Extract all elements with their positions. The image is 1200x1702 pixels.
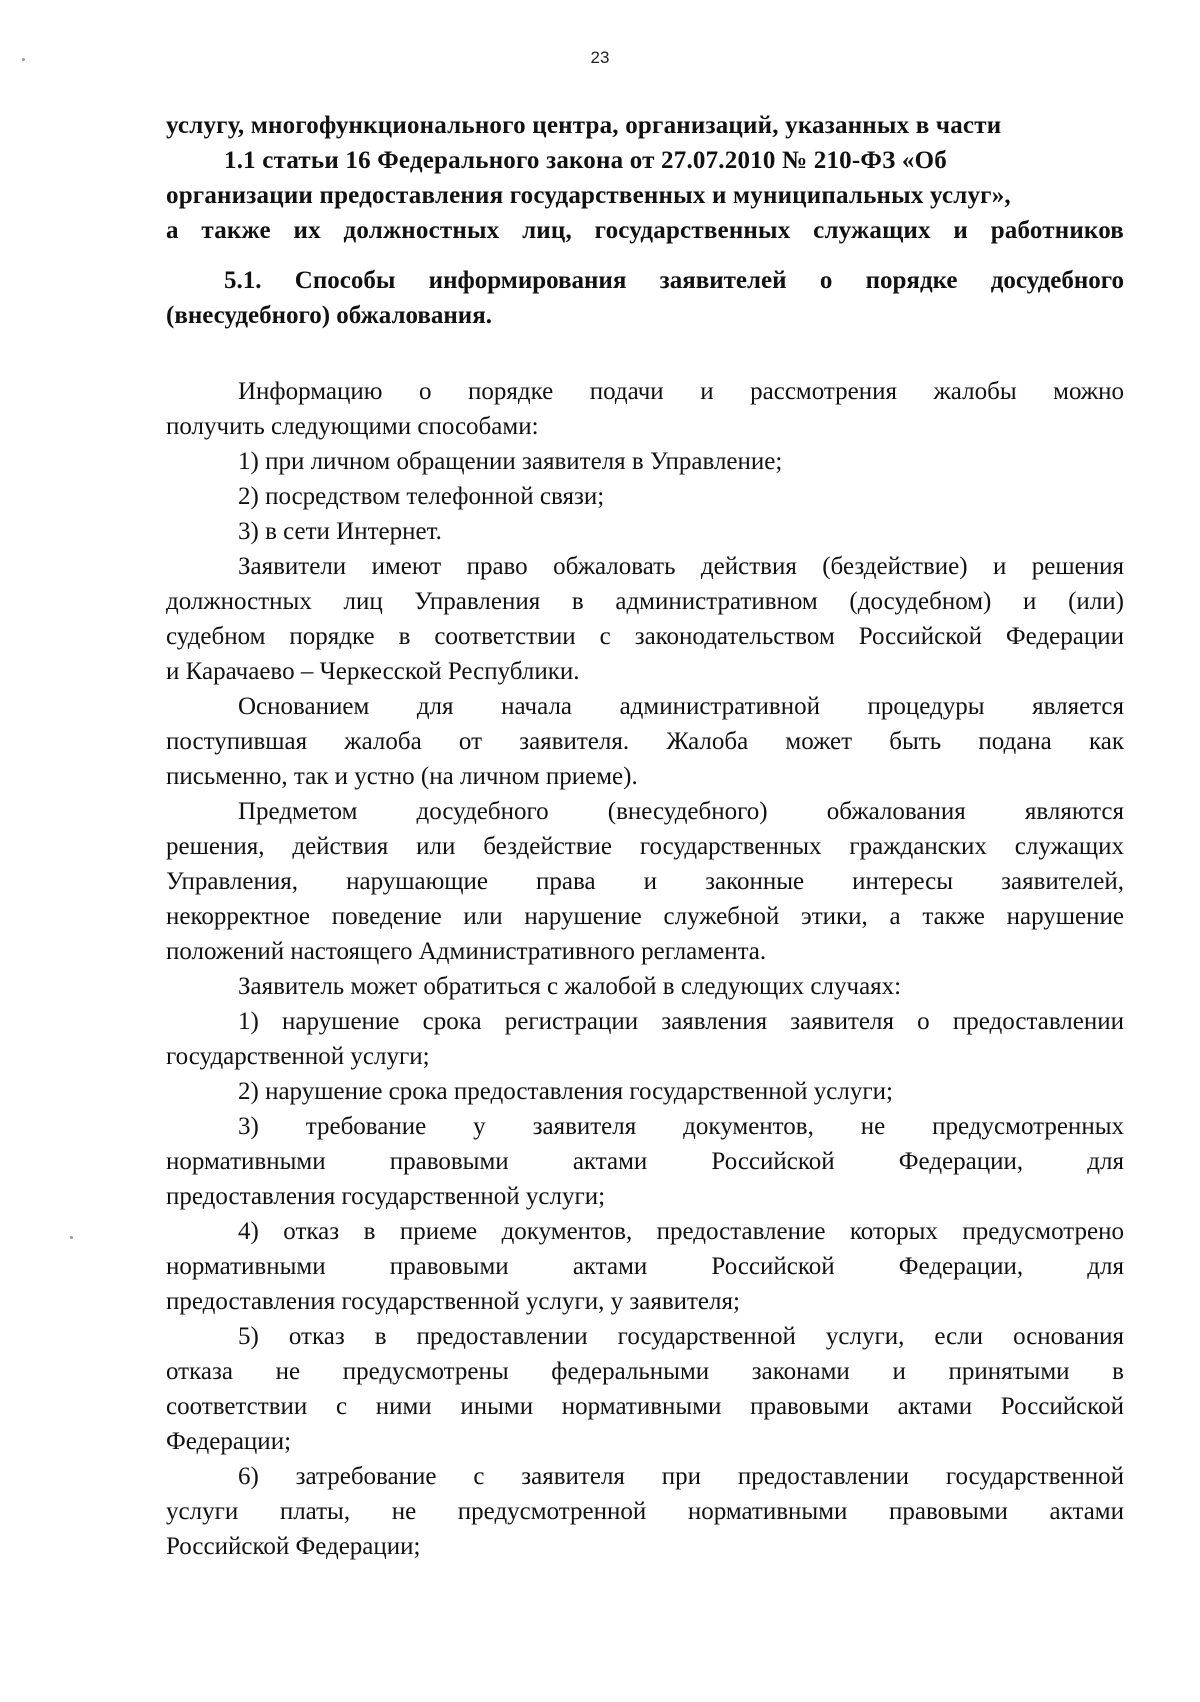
paragraph [166,689,1124,794]
text-line: предоставления государственной услуги, у заявителя; [166,1288,740,1315]
text-line: 5) отказ в предоставлении государственной услуги, если основания [238,1323,1124,1350]
heading-line: а также их должностных лиц, государственных служащих и работников [166,217,1124,244]
scan-speck [22,58,25,61]
text-line: Основанием для начала административной процедуры является [238,693,1124,720]
paragraph [166,549,1124,689]
paragraph [166,969,1124,1004]
body-text [166,374,1124,1564]
list-item [166,514,1124,549]
text-line: получить следующими способами: [166,413,539,440]
text-line: Заявитель может обратиться с жалобой в следующих случаях: [238,973,902,1000]
section-title-line: 5.1. Способы информирования заявителей о порядке досудебного [224,267,1124,294]
text-line: Российской Федерации; [166,1533,421,1560]
text-line: предоставления государственной услуги; [166,1183,606,1210]
text-line: услуги платы, не предусмотренной нормативными правовыми актами [166,1498,1124,1525]
section-title-line: (внесудебного) обжалования. [166,302,492,329]
list-item [166,1109,1124,1214]
heading-line: услугу, многофункционального центра, организаций, указанных в части [166,112,1002,139]
text-line: 1) нарушение срока регистрации заявления заявителя о предоставлении [238,1008,1124,1035]
list-item [166,444,1124,479]
paragraph [166,374,1124,444]
text-line: и Карачаево – Черкесской Республики. [166,658,580,685]
text-line: нормативными правовыми актами Российской Федерации, для [166,1253,1124,1280]
heading-line: 1.1 статьи 16 Федерального закона от 27.07.2010 № 210-ФЗ «Об [224,147,947,174]
page-number: 23 [590,48,610,67]
list-item [166,479,1124,514]
list-item [166,1004,1124,1074]
text-line: письменно, так и устно (на личном приеме). [166,763,638,790]
text-line: решения, действия или бездействие государственных гражданских служащих [166,833,1124,860]
text-line: судебном порядке в соответствии с законодательством Российской Федерации [166,623,1124,650]
paragraph [166,794,1124,969]
heading-line: организации предоставления государственных и муниципальных услуг», [166,182,1011,209]
text-line: Федерации; [166,1428,292,1455]
text-line: Информацию о порядке подачи и рассмотрения жалобы можно [238,378,1124,405]
text-line: 2) нарушение срока предоставления государственной услуги; [238,1078,893,1105]
text-line: положений настоящего Административного регламента. [166,938,767,965]
text-line: соответствии с ними иными нормативными правовыми актами Российской [166,1393,1124,1420]
text-line: государственной услуги; [166,1043,430,1070]
text-line: некорректное поведение или нарушение служебной этики, а также нарушение [166,903,1124,930]
text-line: 1) при личном обращении заявителя в Управление; [238,448,783,475]
text-line: поступившая жалоба от заявителя. Жалоба может быть подана как [166,728,1124,755]
text-line: Управления, нарушающие права и законные интересы заявителей, [166,868,1124,895]
text-line: Заявители имеют право обжаловать действия (бездействие) и решения [238,553,1124,580]
text-line: 3) в сети Интернет. [238,518,442,545]
list-item [166,1214,1124,1319]
text-line: 2) посредством телефонной связи; [238,483,605,510]
chapter-heading [166,108,1124,248]
text-line: должностных лиц Управления в административном (досудебном) и (или) [166,588,1124,615]
text-line: Предметом досудебного (внесудебного) обжалования являются [238,798,1124,825]
section-title [166,263,1124,333]
text-line: отказа не предусмотрены федеральными законами и принятыми в [166,1358,1124,1385]
list-item [166,1074,1124,1109]
text-line: 4) отказ в приеме документов, предоставление которых предусмотрено [238,1218,1124,1245]
text-line: 6) затребование с заявителя при предоставлении государственной [238,1463,1124,1490]
list-item [166,1459,1124,1564]
text-line: нормативными правовыми актами Российской Федерации, для [166,1148,1124,1175]
scan-speck [70,1236,73,1239]
list-item [166,1319,1124,1459]
text-line: 3) требование у заявителя документов, не предусмотренных [238,1113,1124,1140]
